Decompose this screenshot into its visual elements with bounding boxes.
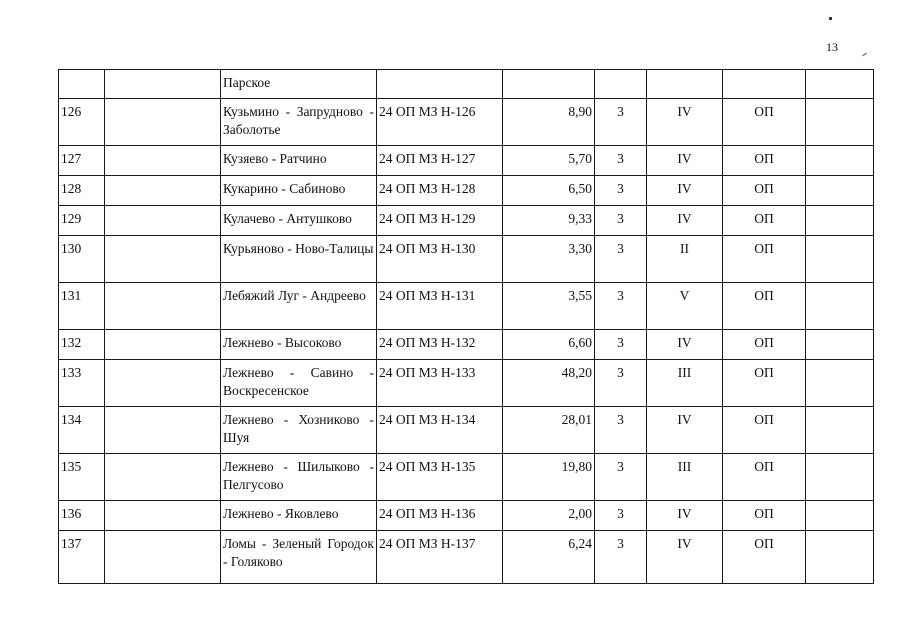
category-cell: IV [647,407,723,454]
scan-mark [862,53,867,57]
region-cell [105,501,221,531]
kind-cell: ОП [723,454,806,501]
lanes-cell: 3 [595,360,647,407]
table-row [59,501,874,531]
kind-cell: ОП [723,99,806,146]
kind-cell: ОП [723,531,806,584]
road-name-cell: Лежнево - Высоково [221,330,377,360]
length-cell: 6,24 [503,531,595,584]
road-code-cell: 24 ОП МЗ Н-127 [377,146,503,176]
table-row [59,70,874,99]
region-cell [105,283,221,330]
region-cell [105,146,221,176]
road-code-cell: 24 ОП МЗ Н-133 [377,360,503,407]
road-name-cell: Лежнево - Савино - Воскресенское [221,360,377,407]
extra-cell [806,330,874,360]
extra-cell [806,176,874,206]
row-number-cell: 130 [59,236,105,283]
kind-cell: ОП [723,330,806,360]
category-cell: II [647,236,723,283]
length-cell: 9,33 [503,206,595,236]
region-cell [105,330,221,360]
lanes-cell: 3 [595,501,647,531]
kind-cell [723,70,806,99]
length-cell: 3,55 [503,283,595,330]
row-number-cell: 135 [59,454,105,501]
kind-cell: ОП [723,360,806,407]
category-cell: IV [647,501,723,531]
length-cell: 19,80 [503,454,595,501]
lanes-cell [595,70,647,99]
roads-table [58,69,874,584]
region-cell [105,531,221,584]
extra-cell [806,283,874,330]
table-row [59,454,874,501]
row-number-cell: 129 [59,206,105,236]
road-code-cell: 24 ОП МЗ Н-132 [377,330,503,360]
extra-cell [806,501,874,531]
region-cell [105,70,221,99]
length-cell: 48,20 [503,360,595,407]
category-cell: IV [647,531,723,584]
lanes-cell: 3 [595,531,647,584]
road-name-cell: Кукарино - Сабиново [221,176,377,206]
category-cell: IV [647,330,723,360]
extra-cell [806,146,874,176]
road-name-cell: Лежнево - Хозниково - Шуя [221,407,377,454]
table-row [59,283,874,330]
lanes-cell: 3 [595,454,647,501]
road-code-cell: 24 ОП МЗ Н-128 [377,176,503,206]
road-name-cell: Ломы - Зеленый Городок - Голяково [221,531,377,584]
region-cell [105,236,221,283]
extra-cell [806,236,874,283]
road-name-cell: Лежнево - Шилыково - Пелгусово [221,454,377,501]
row-number-cell: 131 [59,283,105,330]
row-number-cell: 126 [59,99,105,146]
category-cell [647,70,723,99]
road-code-cell [377,70,503,99]
kind-cell: ОП [723,206,806,236]
extra-cell [806,99,874,146]
length-cell: 8,90 [503,99,595,146]
region-cell [105,407,221,454]
category-cell: IV [647,176,723,206]
kind-cell: ОП [723,407,806,454]
kind-cell: ОП [723,236,806,283]
row-number-cell [59,70,105,99]
category-cell: III [647,454,723,501]
road-code-cell: 24 ОП МЗ Н-131 [377,283,503,330]
row-number-cell: 132 [59,330,105,360]
length-cell: 2,00 [503,501,595,531]
extra-cell [806,360,874,407]
length-cell: 28,01 [503,407,595,454]
lanes-cell: 3 [595,176,647,206]
extra-cell [806,407,874,454]
table-row [59,146,874,176]
length-cell [503,70,595,99]
road-name-cell: Лебяжий Луг - Андреево [221,283,377,330]
page-number: 13 [826,40,838,54]
table-row [59,407,874,454]
table-row [59,330,874,360]
row-number-cell: 127 [59,146,105,176]
kind-cell: ОП [723,176,806,206]
table-row [59,176,874,206]
lanes-cell: 3 [595,99,647,146]
table-row [59,531,874,584]
road-code-cell: 24 ОП МЗ Н-134 [377,407,503,454]
region-cell [105,99,221,146]
length-cell: 3,30 [503,236,595,283]
row-number-cell: 134 [59,407,105,454]
table-row [59,360,874,407]
extra-cell [806,206,874,236]
kind-cell: ОП [723,283,806,330]
row-number-cell: 128 [59,176,105,206]
category-cell: IV [647,206,723,236]
lanes-cell: 3 [595,283,647,330]
length-cell: 5,70 [503,146,595,176]
road-code-cell: 24 ОП МЗ Н-135 [377,454,503,501]
road-code-cell: 24 ОП МЗ Н-129 [377,206,503,236]
table-row [59,236,874,283]
region-cell [105,454,221,501]
region-cell [105,206,221,236]
road-name-cell: Лежнево - Яковлево [221,501,377,531]
row-number-cell: 137 [59,531,105,584]
scan-speck [829,17,832,20]
road-name-cell: Парское [221,70,377,99]
lanes-cell: 3 [595,146,647,176]
category-cell: III [647,360,723,407]
lanes-cell: 3 [595,407,647,454]
region-cell [105,360,221,407]
road-name-cell: Кузьмино - Запрудново - Заболотье [221,99,377,146]
region-cell [105,176,221,206]
extra-cell [806,70,874,99]
road-name-cell: Кулачево - Антушково [221,206,377,236]
category-cell: V [647,283,723,330]
category-cell: IV [647,146,723,176]
road-code-cell: 24 ОП МЗ Н-137 [377,531,503,584]
length-cell: 6,60 [503,330,595,360]
category-cell: IV [647,99,723,146]
road-code-cell: 24 ОП МЗ Н-126 [377,99,503,146]
table-row [59,206,874,236]
road-code-cell: 24 ОП МЗ Н-130 [377,236,503,283]
length-cell: 6,50 [503,176,595,206]
row-number-cell: 136 [59,501,105,531]
lanes-cell: 3 [595,236,647,283]
kind-cell: ОП [723,146,806,176]
road-name-cell: Кузяево - Ратчино [221,146,377,176]
extra-cell [806,454,874,501]
table-row [59,99,874,146]
kind-cell: ОП [723,501,806,531]
road-name-cell: Курьяново - Ново-Талицы [221,236,377,283]
lanes-cell: 3 [595,206,647,236]
lanes-cell: 3 [595,330,647,360]
road-code-cell: 24 ОП МЗ Н-136 [377,501,503,531]
extra-cell [806,531,874,584]
row-number-cell: 133 [59,360,105,407]
